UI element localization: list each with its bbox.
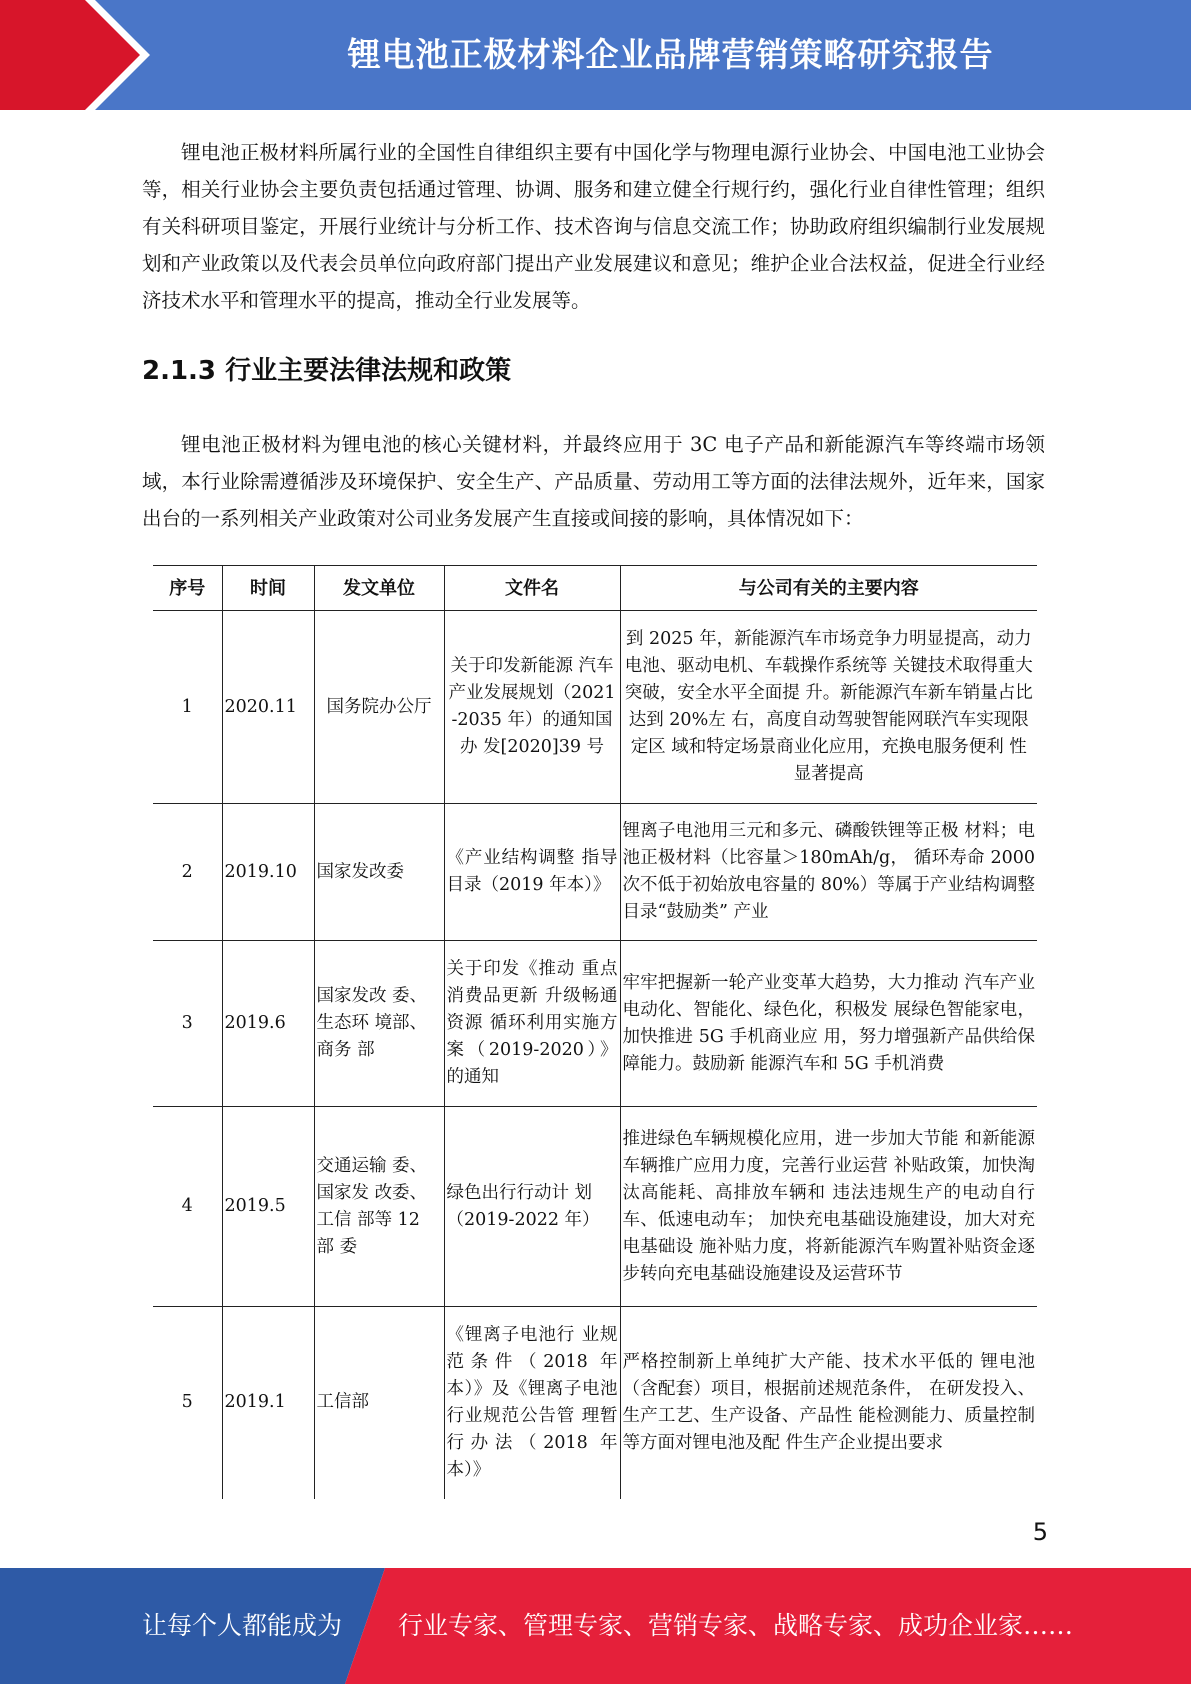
row-no: 3: [153, 941, 222, 1107]
row-issuer: 国务院办公厅: [314, 611, 444, 804]
footer-slogan-left: 让每个人都能成为: [142, 1611, 343, 1640]
row-no: 1: [153, 611, 222, 804]
header-content: 与公司有关的主要内容: [620, 566, 1037, 611]
row-content: 推进绿色车辆规模化应用，进一步加大节能 和新能源车辆推广应用力度，完善行业运营 补贴政策，加快淘汰高能耗、高排放车辆和 违法违规生产的电动自行车、低速电动车； 加快充电基础设施建设，加大对充电基础设 施补贴力度，将新能源汽车购置补贴资金逐步转向充电基础设施建设及运营环节: [620, 1107, 1037, 1307]
table-row: [153, 611, 1037, 804]
row-issuer: 国家发改 委、生态环 境部、商务 部: [314, 941, 444, 1107]
row-document: 《产业结构调整 指导目录（2019 年本）》: [444, 804, 620, 941]
footer-slogan-right: 行业专家、管理专家、营销专家、战略专家、成功企业家……: [398, 1611, 1074, 1640]
row-document: 《锂离子电池行 业规范条件（2018 年本）》及《锂离子电池 行业规范公告管 理暂行办法（2018 年本）》: [444, 1307, 620, 1499]
row-date: 2019.5: [222, 1107, 314, 1307]
policy-table: [153, 565, 1037, 1499]
row-issuer: 工信部: [314, 1307, 444, 1499]
row-content: 牢牢把握新一轮产业变革大趋势，大力推动 汽车产业电动化、智能化、绿色化，积极发 展绿色智能家电，加快推进 5G 手机商业应 用，努力增强新产品供给保障能力。鼓励新 能源汽车和 5G 手机消费: [620, 941, 1037, 1107]
row-date: 2019.6: [222, 941, 314, 1107]
header-no: 序号: [153, 566, 222, 611]
row-content: 到 2025 年，新能源汽车市场竞争力明显提高，动力电池、驱动电机、车载操作系统等 关键技术取得重大突破，安全水平全面提 升。新能源汽车新车销量占比达到 20%左 右，高度自动驾驶智能网联汽车实现限定区 域和特定场景商业化应用，充换电服务便利 性显著提高: [620, 611, 1037, 804]
row-date: 2019.1: [222, 1307, 314, 1499]
header-arrow-icon: [0, 0, 150, 110]
row-issuer: 国家发改委: [314, 804, 444, 941]
row-issuer: 交通运输 委、国家发 改委、工信 部等 12 部 委: [314, 1107, 444, 1307]
table-row: [153, 1307, 1037, 1499]
row-date: 2019.10: [222, 804, 314, 941]
row-document: 绿色出行行动计 划（2019-2022 年）: [444, 1107, 620, 1307]
row-no: 2: [153, 804, 222, 941]
row-no: 4: [153, 1107, 222, 1307]
table-row: [153, 941, 1037, 1107]
header-document: 文件名: [444, 566, 620, 611]
table-row: [153, 804, 1037, 941]
row-content: 严格控制新上单纯扩大产能、技术水平低的 锂电池（含配套）项目，根据前述规范条件， 在研发投入、生产工艺、生产设备、产品性 能检测能力、质量控制等方面对锂电池及配 件生产企业提出要求: [620, 1307, 1037, 1499]
page-header: [0, 0, 1191, 110]
table-row: [153, 1107, 1037, 1307]
report-title: 锂电池正极材料企业品牌营销策略研究报告: [347, 35, 994, 74]
page-number: 5: [1032, 1518, 1048, 1546]
intro-paragraph: 锂电池正极材料所属行业的全国性自律组织主要有中国化学与物理电源行业协会、中国电池工业协会等，相关行业协会主要负责包括通过管理、协调、服务和建立健全行规行约，强化行业自律性管理；组织有关科研项目鉴定，开展行业统计与分析工作、技术咨询与信息交流工作；协助政府组织编制行业发展规划和产业政策以及代表会员单位向政府部门提出产业发展建议和意见；维护企业合法权益，促进全行业经济技术水平和管理水平的提高，推动全行业发展等。: [142, 141, 1045, 312]
policy-intro-paragraph: 锂电池正极材料为锂电池的核心关键材料，并最终应用于 3C 电子产品和新能源汽车等终端市场领域，本行业除需遵循涉及环境保护、安全生产、产品质量、劳动用工等方面的法律法规外，近年来，国家出台的一系列相关产业政策对公司业务发展产生直接或间接的影响，具体情况如下：: [142, 433, 1045, 530]
row-content: 锂离子电池用三元和多元、磷酸铁锂等正极 材料；电池正极材料（比容量＞180mAh/g， 循环寿命 2000 次不低于初始放电容量的 80%）等属于产业结构调整目录“鼓励类” 产业: [620, 804, 1037, 941]
row-document: 关于印发《推动 重点消费品更新 升级畅通资源 循环利用实施方 案（2019-2020）》 的通知: [444, 941, 620, 1107]
table-header-row: [153, 566, 1037, 611]
row-date: 2020.11: [222, 611, 314, 804]
row-document: 关于印发新能源 汽车产业发展规划（2021-2035 年）的通知国办 发[2020]39 号: [444, 611, 620, 804]
section-heading: 2.1.3 行业主要法律法规和政策: [142, 356, 512, 386]
row-no: 5: [181, 1392, 193, 1413]
page-footer: [0, 1568, 1191, 1684]
header-date: 时间: [222, 566, 314, 611]
header-issuer: 发文单位: [314, 566, 444, 611]
